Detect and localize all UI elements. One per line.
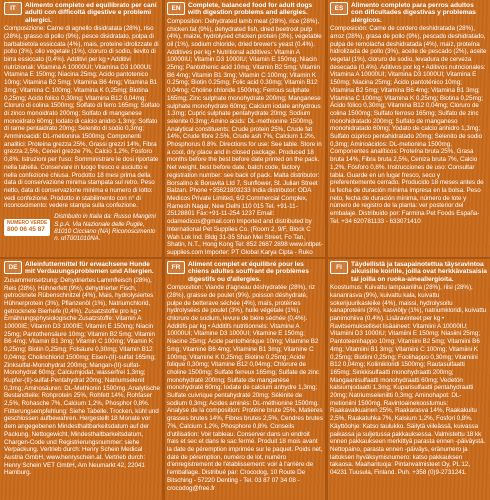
panel-title: Täydellistä ja tasapainotettua täysravintoa aikuisille koirille, joilla ovat herkkävatsaisia tai joilla on ruoka-aineallergioita. <box>351 261 487 283</box>
language-badge: EN <box>167 2 185 15</box>
language-badge: FI <box>330 261 348 274</box>
panel-title: Alleinfuttermittel für erwachsene Hunde mit Verdauungsproblemen und Allergien. <box>25 261 154 276</box>
panel-finnish <box>330 261 487 499</box>
panel-italian <box>4 2 160 256</box>
language-badge: FR <box>167 261 185 274</box>
panel-spanish <box>330 2 487 256</box>
panel-text: Zusammensetzung: Dehydriertes Lammfleisch (28%), Reis (28%), Hühnerfett (9%), dehydrierter Fisch, getrocknete Rübenschnitzel (4%), Mais, hydrolysiertes Hühnerprotein (3%), Pflanzenöl (1%), Natriumchlorid, getrocknete Bierhefe (0,4%). Zusatzstoffe pro kg • Ernährungsphysiologische Zusatzstoffe: Vitamin A 10000IE; Vitamin D3 1000IE; Vitamin E 150mg; Niacin 25mg; Pantothensäure 10mg; Vitamin B2 5mg; Vitamin B6 4mg; Vitamin B1 3mg; Vitamin C 100mg; Vitamin K 0,25mg; Biotin 0,25mg; Folsäure 0,30mg; Vitamin B12 0,04mg; Cholinchlorid 1500mg; Eisen-(II)-sulfat 165mg; Zinksulfat-Monohydrat 200mg; Mangan-(II)-sulfat-Monohydrat 60mg; Calciumjodat, wasserfrei 1,3mg; Kupfer-(II)-sulfat-Pentahydrat 20mg; Natriumselenit 0,3mg; Aminosäuren: DL-Methionin 1500mg. Analytische Bestandteile: Rohprotein 25%, Rohfett 14%, Rohfaser 2,5%, Rohasche 7%, Calcium 1,2%, Phosphor 0,8%. Fütterungsempfehlung: Siehe Tabelle. Trocken, kühl und geschlossen aufbewahren. Hergestellt 18 Monate vor dem angegebenen Mindesthaltbarkeitsdatum auf der Packung. Nettogewicht, Mindesthaltbarkeitsdatum, Chargen-Code und Registrierungsnummer: siehe Verpackung. Vertrieb durch: Henry Schein Medical Austria GmbH, www.henryschein.at. Vertrieb durch: Henry Schein VET GmbH, Am Neumarkt 42, 22041 Hamburg. <box>4 276 160 477</box>
language-badge: DE <box>4 261 22 274</box>
panel-text: Composizione: Carne di agnello disidratata (28%), riso (28%), grasso di pollo (9%), pesce disidratato, polpa di barbabietola essiccata (4%), mais, proteine idrolizzate di pollo (3%), olio vegetale (1%), cloruro di sodio, lievito di birra essiccato (0,4%). Additivi per kg • Additivi nutrizionali: Vitamina A 10000UI; Vitamina D3 1000UI; Vitamina E 150mg; Niacina 25mg; Acido pantotenico 10mg; Vitamina B2 5mg; Vitamina B6 4mg; Vitamina B1 3mg; Vitamina C 100mg; Vitamina K 0,25mg; Biotina 0,25mg; Acido folico 0,30mg; Vitamina B12 0,04mg; Cloruro di colina 1500mg; Solfato di ferro 165mg; Solfato di zinco monoidrato 200mg; Solfato di manganese monoidrato 60mg; Iodato di calcio anidro 1,3mg; Solfato di rame pentaidrato 20mg; Selenito di sodio 0,3mg; Amminoacidi: DL-metionina 1500mg. Componenti analitici: Proteina grezza 25%, Grassi grezzi 14%, Fibra grezza 2,5%, Ceneri grezze 7%, Calcio 1,2%, Fosforo 0,8%. Istruzioni per l'uso: Somministrare le dosi riportate nella tabella. Conservare in luogo fresco e asciutto e nella confezione chiusa. Prodotto 18 mesi prima della data di conservazione minima stampata sul retro. Peso netto, data di conservazione minima e numero di lotto: vedi confezione. Prodotto in stabilimento con n° di riconoscimento: vedere stampa sulla confezione. <box>4 25 160 210</box>
panel-title: Aliment complet et équilibré pour les chiens adultes souffrant de problèmes digestifs ou d'allergies. <box>188 261 309 283</box>
panel-english <box>167 2 323 256</box>
toll-free-caption: NUMERO VERDE <box>7 220 48 227</box>
column-divider-right <box>325 0 328 500</box>
toll-free-badge <box>4 219 50 236</box>
language-badge: ES <box>330 2 348 15</box>
distributor-text: Distribuito in Italia da: Russo Mangimi S.p.A. Via Nazionale delle Puglie, 81010 Cicciano (NA) Riconoscimento n. αIT001010NA. <box>54 213 156 243</box>
panel-german <box>4 261 160 499</box>
column-divider-left <box>162 0 165 500</box>
row-divider <box>0 257 490 259</box>
panel-title: Complete, balanced food for adult dogs with digestion problems and allergies. <box>188 2 313 17</box>
panel-title: Alimento completo para perros adultos con dificultades digestivas y problemas alérgicos. <box>351 2 476 24</box>
panel-text: Koostumus: Kuivattu lampaanliha (28%), riisi (28%), kananrasva (9%), kuivattu kala, kuivattu sokerijuurikasleike (4%), maissi, hydrolysoitu kanaproteiini (3%), kasviöljy (1%), natriumkloridi, kuivattu panimohiiva (0,4%). Lisäravinteet per kg • Ravitsemukselliset lisäaineet: Vitamiini A 10000IU; Vitamiini D3 1000IU; Vitamiini E 150mg; Niasiini 25mg; Pantoteenihappo 10mg; Vitamiini B2 5mg; Vitamiini B6 4mg; Vitamiini B1 3mg; Vitamiini C 100mg; Vitamiini K 0,25mg; Biotiini 0,25mg; Foolihappo 0,30mg; Vitamiini B12 0,04mg; Koliinikloridi 1500mg; Rautasulfaatti 165mg; Sinkkisulfaatti monohydraatti 200mg; Mangaanisulfaatti monohydraatti 60mg; Vedetön kalsiumjodaatti 1,3mg; Kuparisulfaatti pentahydraatti 20mg; Natriumseleniitti 0,3mg; Aminohapot: DL-metioniini 1500mg. Ravintoainekoostumus: Raakavalkuainen 25%, Raakarasva 14%, Raakakuitu 2,5%, Raakatuhka 7%, Kalsium 1,2%, Fosfori 0,8%. Käyttöohje: Katso taulukko. Säilytä viileässä, kuivassa paikassa ja suljetussa pakkauksessa. Valmistettu 18 kk ennen pakkaukseen merkittyä parasta ennen -päiväystä. Nettopaino, parasta ennen -päiväys, eränumero ja laitoksen hyväksymisnumero: katso pakkauksen takaosa. Maahantuoja: Pintanvalmisteet Oy, PL 12, 04231 Tuusula, Finland. Puh. +358 (0)9-2731241. <box>330 284 487 477</box>
distributor-contact <box>4 213 160 243</box>
panel-title: Alimento completo ed equilibrato per cani adulti con difficoltà digestive e problemi allergici. <box>25 2 157 24</box>
panel-text: Composición: Carne de cordero deshidratada (28%), arroz (28%), grasa de pollo (9%), pescado deshidratado, pulpa de remolacha deshidratada (4%), maíz, proteína hidrolizada de pollo (3%), aceite de pescado (2%), aceite vegetal (1%), cloruro de sodio, levadura de cerveza desecada (0,4%). Aditivos por kg • Aditivos nutricionales: Vitamina A 10000UI; Vitamina D3 1000UI; Vitamina E 150mg; Niacina 25mg; Ácido pantoténico 10mg; Vitamina B2 5mg; Vitamina B6 4mg; Vitamina B1 3mg; Vitamina C 100mg; Vitamina K 0,25mg; Biotina 0,25mg; Ácido fólico 0,30mg; Vitamina B12 0,04mg; Cloruro de colina 1500mg; Sulfato ferroso 165mg; Sulfato de zinc monohidratado 200mg; Sulfato de manganeso monohidratado 60mg; Yodato de calcio anhidro 1,3mg; Sulfato cúprico pentahidratado 20mg; Selenito de sodio 0,3mg; Aminoácidos: DL-metionina 1500mg. Componentes analíticos: Proteína bruta 25%, Grasa bruta 14%, Fibra bruta 2,5%, Ceniza bruta 7%, Calcio 1,2%, Fósforo 0,8%. Instrucciones de uso: Consultar tabla. Guarde en un lugar fresco, seco y preferentemente cerrado. Producido 18 meses antes de la fecha de duración mínima impresa en la bolsa. Peso neto, fecha de duración mínima, número de lote y número de registro de la planta: ver posterior del embalaje. Distribuido por: Farmina Pet Foods España- Tel. +34 620781133 - 633071410 <box>330 25 487 225</box>
panel-text: Composition: Dehydrated lamb meat (28%), rice (28%), chicken fat (9%), dehydrated fish, dried beetroot pulp (4%), maize, hydrolysed chicken protein (3%), vegetable oil (1%), sodium chloride, dried brewer's yeast (0.4%). Additives per kg • Nutritional additives: Vitamin A 10000IU; Vitamin D3 1000IU; Vitamin E 150mg; Niacin 25mg; Pantothenic acid 10mg; Vitamin B2 5mg; Vitamin B6 4mg; Vitamin B1 3mg; Vitamin C 100mg; Vitamin K 0.25mg; Biotin 0.25mg; Folic acid 0.30mg; Vitamin B12 0.04mg; Choline chloride 1500mg; Ferrous sulphate 165mg; Zinc sulphate monohydrate 200mg; Manganese sulphate monohydrate 60mg; Calcium iodate anhydrous 1.3mg; Cupric sulphate pentahydrate 20mg; Sodium selenite 0.3mg; Amino acids: DL-methionine 1500mg. Analytical constituents: Crude protein 25%, Crude fat 14%, Crude fibre 2.5%, Crude ash 7%, Calcium 1.2%, Phosphorus 0.8%. Directions for use: See table. Store in a cool, dry place and in closed package. Produced 18 months before the best before date printed on the pack. Net weight, best before date, batch code, factory registration number: see back of pack. Malta distributor: Borsalino & Bonavita Ltd 7, Sunflower, St. Julian Street Balzan. Phone +35621803233 India distributor: ODA Medicos Private Limited, 6/2 Commercial Complex, Ramesh Nagar, New Delhi 110 015 Tel. +91-11-25128801 Fax:+91-11-254 1237 Email: odamedicos@gmail.com Imported and distributed by International Pet Supplies Co. (Room 2, 9/F, Block C Wah Lok Ind. Bldg 31-35 Shan Mei Street, Fo Tan, Shatin, N.T., Hong Kong Tel: 852 2687 2898 www.intlpet-supplies.com Importer: PT Global Karya Cipta - Ruko <box>167 17 323 256</box>
language-badge: IT <box>4 2 22 15</box>
panel-text: Composition: Viande d'agneau déshydratée (28%), riz (28%), graisse de poulet (9%), poisson déshydraté, pulpe de betterave séchée (4%), maïs, protéines hydrolysées de poulet (3%), huile végétale (1%), chlorure de sodium, levure de bière séchée (0,4%). Additifs par kg • Additifs nutritionnels: Vitamine A 10000UI; Vitamine D3 1000UI; Vitamine E 150mg; Niacine 25mg; Acide pantothénique 10mg; Vitamine B2 5mg; Vitamine B6 4mg; Vitamine B1 3mg; Vitamine C 100mg; Vitamine K 0,25mg; Biotine 0,25mg; Acide folique 0,30mg; Vitamine B12 0,04mg; Chlorure de choline 1500mg; Sulfate ferreux 165mg; Sulfate de zinc monohydraté 200mg; Sulfate de manganèse monohydraté 60mg; Iodate de calcium anhydre 1,3mg; Sulfate cuivrique pentahydraté 20mg; Sélénite de sodium 0,3mg; Acides aminés: DL-méthionine 1500mg. Analyse de la composition: Protéine brute 25%, Matières grasses brutes 14%, Fibres brutes 2,5%, Cendres brutes 7%, Calcium 1,2%, Phosphore 0,8%. Conseils d'utilisation: Voir tableau. Conserver dans un endroit frais et sec et dans le sac fermé. Produit 18 mois avant la date de péremption imprimée sur le paquet. Poids net, date de péremption, numéro de lot, numéro d'enregistrement de l'établissement: voir à l'arrière de l'emballage. Distribué par: Crocodog, 10 Route De Bitsching - 57220 Denting - Tel. 03 87 07 34 08 - crocodog@free.fr <box>167 284 323 492</box>
panel-french <box>167 261 323 499</box>
toll-free-number: 800 06 45 87 <box>7 226 45 234</box>
